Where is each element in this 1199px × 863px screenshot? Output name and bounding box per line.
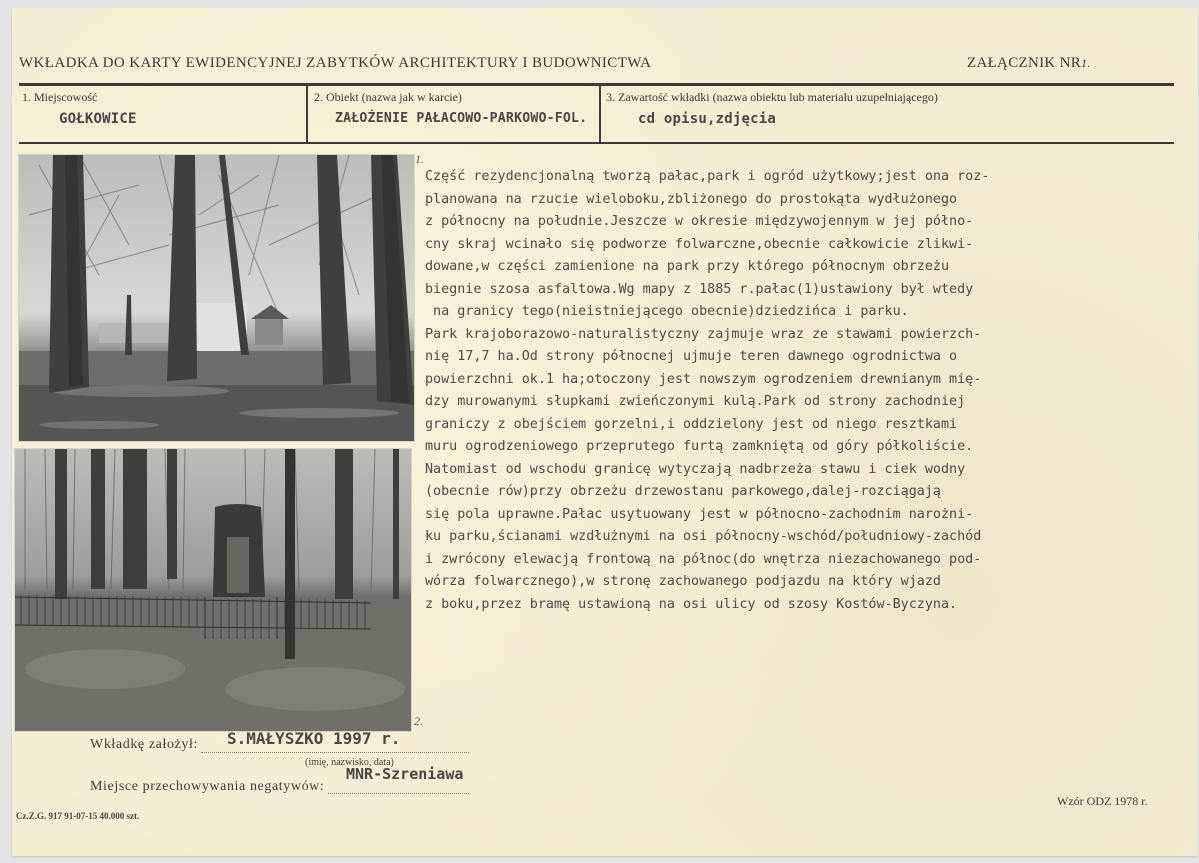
description-line: powierzchni ok.1 ha;otoczony jest nowszym ogrodzeniem drewnianym mię- (425, 371, 982, 387)
field-divider-1 (306, 85, 308, 143)
negatives-label: Miejsce przechowywania negatywów: (90, 779, 325, 794)
description-line: Część rezydencjonalną tworzą pałac,park i ogród użytkowy;jest ona roz- (425, 169, 990, 184)
print-code: Cz.Z.G. 917 91-07-15 40.000 szt. (16, 811, 140, 821)
description-line: graniczy z obejściem gorzelni,i oddzielony jest od niego resztkami (425, 416, 958, 432)
field-value-locality: GOŁKOWICE (59, 111, 137, 127)
annex-label: ZAŁĄCZNIK NR (967, 55, 1082, 71)
description-line: biegnie szosa asfaltowa.Wg mapy z 1885 r.pałac(1)ustawiony był wtedy (425, 281, 974, 297)
field-label-object: 2. Obiekt (nazwa jak w karcie) (314, 90, 462, 104)
author-value: S.MAŁYSZKO 1997 r. (227, 729, 401, 748)
header-rule-bottom (19, 142, 1174, 144)
author-hint: (imię, nazwisko, data) (305, 757, 394, 768)
author-line (201, 752, 469, 753)
photo-number-2: 2. (414, 714, 423, 728)
photo-park-trees-image (19, 155, 414, 441)
description-line: dzy murowanymi słupkami zwieńczonymi kulą.Park od strony zachodniej (425, 394, 966, 409)
description-line: na granicy tego(nieistniejącego obecnie)dziedzińca i parku. (425, 304, 909, 319)
photo-fenced-monument-image (15, 449, 411, 731)
description-line: z północny na południe.Jeszcze w okresie międzywojennym w jej półno- (425, 214, 974, 229)
description-line: muru ogrodzeniowego przeprutego furtą zamkniętą od góry półkoliście. (425, 439, 974, 454)
description-line: (obecnie rów)przy obrzeżu drzewostanu parkowego,dalej-rozciągają (425, 484, 941, 499)
description-line: dowane,w części zamienione na park przy którego północnym obrzeżu (425, 259, 950, 274)
annex-number (967, 55, 1091, 72)
author-label: Wkładkę założył: (90, 737, 198, 752)
description-text (425, 166, 1185, 616)
description-line: ku parku,ścianami wzdłużnymi na osi północny-wschód/południowy-zachód (425, 529, 982, 544)
field-value-object: ZAŁOŻENIE PAŁACOWO-PARKOWO-FOL. (335, 111, 588, 126)
photo-fenced-monument (14, 448, 412, 732)
annex-value: 1. (1081, 56, 1091, 70)
field-value-contents: cd opisu,zdjęcia (638, 111, 777, 127)
field-divider-2 (599, 85, 601, 143)
photo-number-1: 1. (415, 152, 424, 166)
description-line: się pola uprawne.Pałac usytuowany jest w północno-zachodnim narożni- (425, 506, 974, 522)
negatives-line (328, 793, 469, 794)
description-line: nię 17,7 ha.Od strony północnej ujmuje teren dawnego ogrodnictwa o (425, 349, 958, 364)
form-pattern: Wzór ODZ 1978 r. (1057, 794, 1148, 808)
description-line: wórza folwarcznego),w stronę zachowanego podjazdu na który wjazd (425, 574, 941, 589)
form-title: WKŁADKA DO KARTY EWIDENCYJNEJ ZABYTKÓW ARCHITEKTURY I BUDOWNICTWA (19, 55, 652, 71)
description-line: Park krajoborazowo-naturalistyczny zajmuje wraz ze stawami powierzch- (425, 326, 982, 342)
field-label-contents: 3. Zawartość wkładki (nazwa obiektu lub materiału uzupełniającego) (606, 90, 938, 104)
header-rule-top (19, 83, 1174, 86)
description-line: i zwrócony elewacją frontową na północ(do wnętrza niezachowanego pod- (425, 551, 982, 567)
description-line: z boku,przez bramę ustawioną na osi ulicy od szosy Kostów-Byczyna. (425, 596, 958, 612)
description-line: Natomiast od wschodu granicę wytyczają nadbrzeża stawu i ciek wodny (425, 461, 966, 477)
description-line: cny skraj wcinało się podworze folwarczne,obecnie całkowicie zlikwi- (425, 236, 974, 252)
photo-park-trees (18, 154, 415, 442)
record-sheet (12, 8, 1198, 856)
field-label-locality: 1. Miejscowość (22, 90, 98, 104)
description-line: planowana na rzucie wieloboku,zbliżonego do prostokąta wydłużonego (425, 191, 958, 207)
negatives-value: MNR-Szreniawa (346, 765, 464, 783)
